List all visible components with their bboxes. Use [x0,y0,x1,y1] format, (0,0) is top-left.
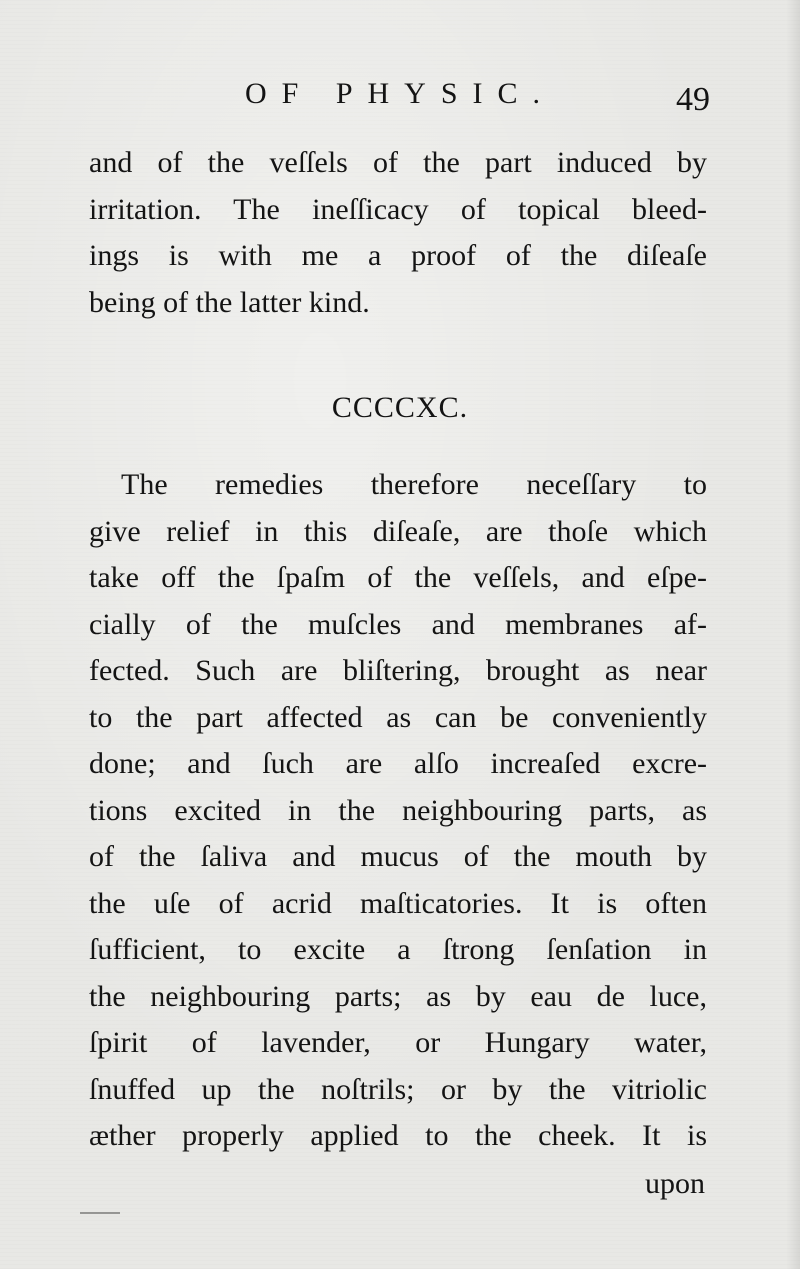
section-number-heading: CCCCXC. [331,391,469,424]
text-line: ſufficient, to excite a ſtrong ſenſation in [89,933,707,966]
text-line: being of the latter kind. [89,285,370,319]
text-line: take off the ſpaſm of the veſſels, and eſpe- [89,561,707,594]
text-line: ings is with me a proof of the diſeaſe [89,239,707,272]
text-line: The remedies therefore neceſſary to [121,468,707,501]
text-line: irritation. The ineſſicacy of topical bleed- [89,192,707,226]
text-line: the uſe of acrid maſticatories. It is often [89,886,707,920]
text-line: the neighbouring parts; as by eau de luce, [89,979,707,1013]
running-head: OF PHYSIC. [244,77,556,110]
text-line: and of the veſſels of the part induced by [89,146,707,179]
text-line: done; and ſuch are alſo increaſed excre- [89,747,707,780]
text-line: fected. Such are bliſtering, brought as near [89,654,707,687]
text-line: to the part affected as can be conveniently [89,700,707,734]
page-edge-shadow [786,0,800,1269]
page-number: 49 [676,81,710,118]
text-line: give relief in this diſeaſe, are thoſe which [89,514,707,548]
text-line: æther properly applied to the cheek. It is [89,1119,707,1152]
text-line: ſnuffed up the noſtrils; or by the vitriolic [89,1072,707,1106]
paragraph-continued [89,140,707,326]
catchword: upon [645,1167,705,1200]
text-line: tions excited in the neighbouring parts, as [89,793,707,827]
text-line: cially of the muſcles and membranes af- [89,607,707,641]
ink-mark [80,1212,120,1214]
paragraph-main [89,462,707,1160]
text-line: ſpirit of lavender, or Hungary water, [89,1026,707,1059]
text-line: of the ſaliva and mucus of the mouth by [89,840,707,873]
